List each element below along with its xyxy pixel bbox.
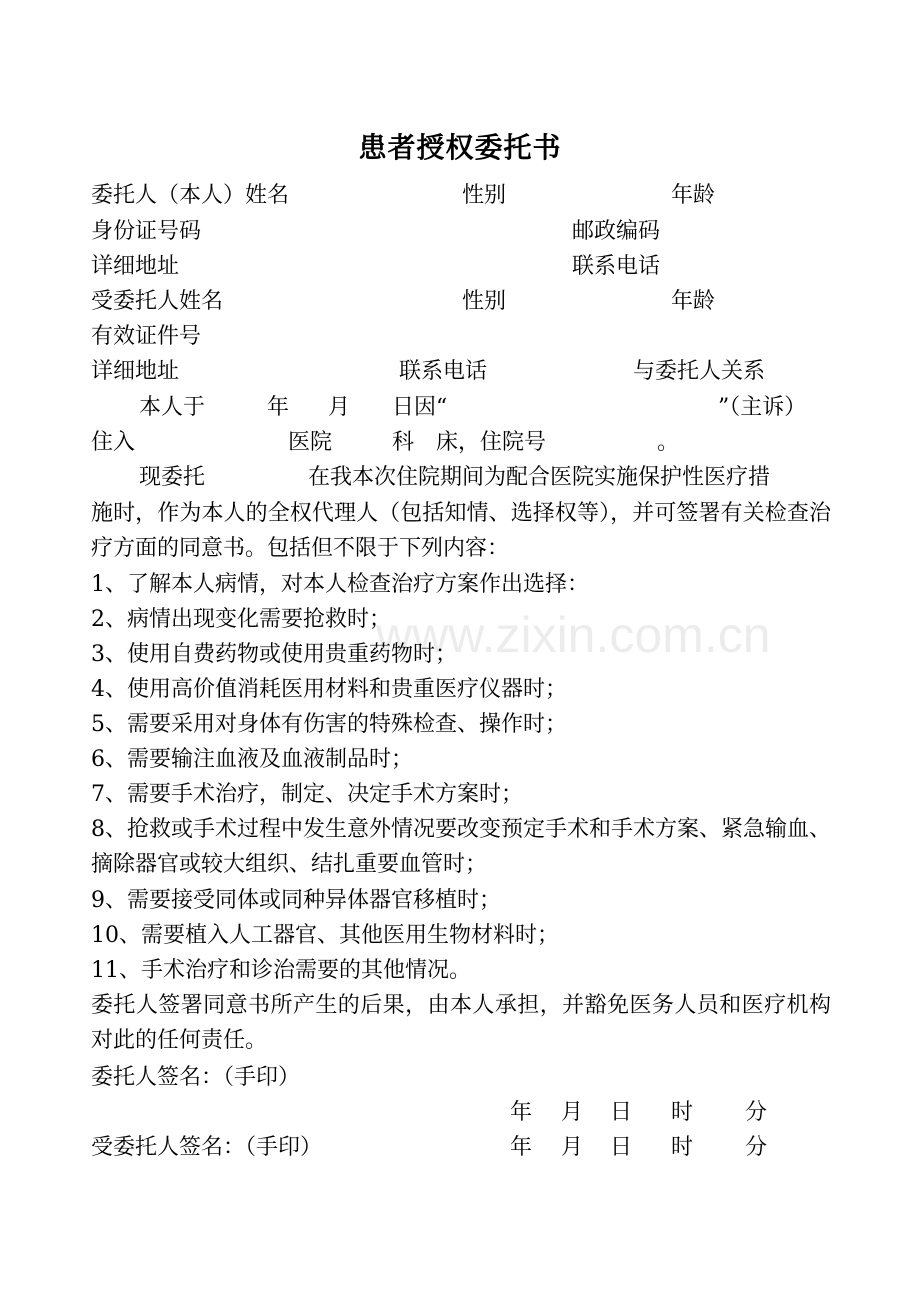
principal-signature-label: 委托人签名：（手印）	[91, 1065, 301, 1090]
admission-zhuru: 住入	[91, 430, 136, 455]
agent-signature-label: 受委托人签名：（手印）	[91, 1135, 323, 1160]
list-item: 8、抢救或手术过程中发生意外情况要改变预定手术和手术方案、紧急输血、摘除器官或较大组织、结扎重要血管时；	[91, 817, 831, 877]
agent-age-label: 年龄	[671, 289, 716, 314]
admission-year: 年	[267, 395, 290, 420]
admission-period: 。	[657, 430, 680, 455]
list-item: 3、使用自费药物或使用贵重药物时；	[91, 642, 457, 667]
id-number-label: 身份证号码	[91, 219, 202, 244]
list-item: 4、使用高价值消耗医用材料和贵重医疗仪器时；	[91, 677, 567, 702]
principal-age-label: 年龄	[671, 183, 716, 208]
principal-sign-minute: 分	[745, 1100, 768, 1125]
principal-gender-label: 性别	[462, 183, 507, 208]
admission-dept: 科	[392, 430, 415, 455]
admission-bed: 床，住院号	[436, 430, 547, 455]
agent-relation-label: 与委托人关系	[633, 359, 766, 384]
principal-sign-year: 年	[510, 1100, 533, 1125]
agent-address-label: 详细地址	[91, 359, 180, 384]
delegate-prefix: 现委托	[139, 465, 206, 490]
delegate-first-line: 在我本次住院期间为配合医院实施保护性医疗措	[308, 465, 771, 490]
agent-sign-hour: 时	[671, 1135, 694, 1160]
list-item: 10、需要植入人工器官、其他医用生物材料时；	[91, 923, 559, 948]
agent-sign-year: 年	[510, 1135, 533, 1160]
list-item: 7、需要手术治疗，制定、决定手术方案时；	[91, 782, 523, 807]
liability-statement: 委托人签署同意书所产生的后果，由本人承担，并豁免医务人员和医疗机构对此的任何责任。	[91, 993, 831, 1053]
agent-name-label: 受委托人姓名	[91, 289, 224, 314]
principal-sign-day: 日	[610, 1100, 633, 1125]
agent-gender-label: 性别	[462, 289, 507, 314]
admission-chief-complaint: ”（主诉）	[718, 395, 807, 420]
agent-sign-month: 月	[561, 1135, 584, 1160]
watermark: www.zixin.com.cn	[376, 607, 771, 663]
list-item: 9、需要接受同体或同种异体器官移植时；	[91, 888, 501, 913]
document-title: 患者授权委托书	[358, 131, 562, 164]
principal-sign-hour: 时	[671, 1100, 694, 1125]
agent-phone-label: 联系电话	[399, 359, 488, 384]
list-item: 1、了解本人病情，对本人检查治疗方案作出选择：	[91, 572, 589, 597]
list-item: 6、需要输注血液及血液制品时；	[91, 747, 413, 772]
agent-sign-minute: 分	[745, 1135, 768, 1160]
admission-hospital: 医院	[288, 430, 333, 455]
agent-id-label: 有效证件号	[91, 324, 202, 349]
admission-benren: 本人于	[139, 395, 206, 420]
list-item: 2、病情出现变化需要抢救时；	[91, 607, 391, 632]
delegate-paragraph: 施时，作为本人的全权代理人（包括知情、选择权等），并可签署有关检查治疗方面的同意书。包括但不限于下列内容：	[91, 501, 831, 561]
agent-sign-day: 日	[610, 1135, 633, 1160]
principal-phone-label: 联系电话	[572, 254, 661, 279]
list-item: 5、需要采用对身体有伤害的特殊检查、操作时；	[91, 712, 567, 737]
principal-address-label: 详细地址	[91, 254, 180, 279]
principal-sign-month: 月	[561, 1100, 584, 1125]
admission-month: 月	[328, 395, 351, 420]
postcode-label: 邮政编码	[572, 219, 661, 244]
admission-day-cause: 日因“	[392, 395, 448, 420]
list-item: 11、手术治疗和诊治需要的其他情况。	[91, 958, 471, 983]
principal-name-label: 委托人（本人）姓名	[91, 183, 290, 208]
